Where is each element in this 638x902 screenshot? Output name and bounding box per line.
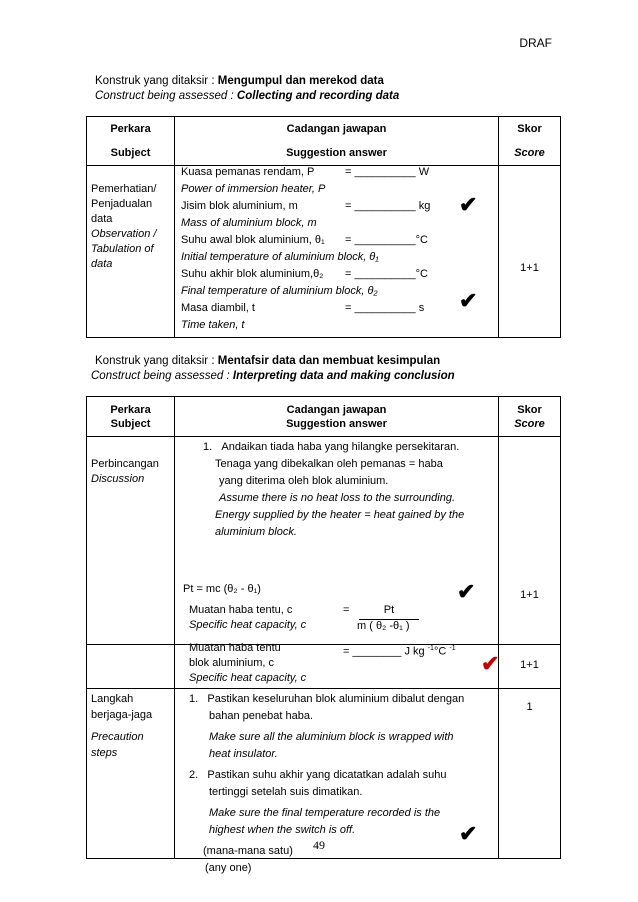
header-ms: Cadangan jawapan: [286, 123, 387, 135]
header-subject: [87, 397, 175, 437]
construct-prefix: Construct being assessed :: [95, 90, 237, 102]
answer-cell: [175, 166, 499, 338]
score-cell: 1+1: [499, 437, 561, 645]
answer-line: [181, 164, 498, 181]
header-subject: [87, 117, 175, 166]
answer-eq: = __________°C: [345, 268, 428, 280]
exponent: -1: [449, 645, 456, 652]
answer-en: Final temperature of aluminium block, θ₂: [181, 285, 378, 297]
header-ms: Skor: [517, 123, 542, 135]
answer-ms: Kuasa pemanas rendam, P: [181, 166, 315, 178]
shc-label: Muatan haba tentu, c: [189, 604, 293, 616]
construct-prefix: Konstruk yang ditaksir :: [95, 355, 218, 367]
list-item: [189, 691, 464, 708]
answer-eq: = __________°C: [345, 234, 428, 246]
item-text: tertinggi setelah suis dimatikan.: [209, 786, 363, 798]
answer-eq: = __________ kg: [345, 200, 431, 212]
construct-ms-line: [95, 354, 455, 369]
check-mark-icon: ✔: [457, 579, 476, 604]
answer-ms: Jisim blok aluminium, m: [181, 200, 298, 212]
check-mark-icon: ✔: [459, 821, 478, 846]
subject-line: berjaga-jaga: [91, 709, 153, 721]
construct-title: Collecting and recording data: [236, 90, 400, 102]
answer-eq: = __________ W: [345, 166, 430, 178]
subject-line: data: [91, 258, 113, 270]
score-cell: 1+1: [499, 166, 561, 338]
header-en: Suggestion answer: [286, 147, 387, 159]
answer-cell: [175, 642, 500, 689]
header-ms: Skor: [517, 404, 542, 416]
assumption-block: [203, 439, 464, 541]
subject-line: Discussion: [91, 473, 145, 485]
construct-en-line: [91, 369, 455, 384]
item-text: bahan penebat haba.: [209, 710, 313, 722]
answer-ms: Masa diambil, t: [181, 302, 255, 314]
answer-cell: [175, 437, 499, 645]
header-ms: Perkara: [110, 123, 151, 135]
table-row: [87, 689, 561, 859]
shc-answer: [343, 641, 456, 660]
answer-line: [181, 266, 498, 283]
check-mark-icon: ✔: [459, 192, 478, 217]
list-item: [203, 439, 464, 456]
construct-title: Interpreting data and making conclusion: [232, 370, 455, 382]
item-number: 1.: [189, 693, 199, 705]
table-row: [87, 645, 561, 689]
item-text: Make sure all the aluminium block is wrapped with: [209, 731, 454, 743]
table-interpreting-data: [86, 396, 561, 874]
item-text: yang diterima oleh blok aluminium.: [219, 475, 389, 487]
list-item: [189, 767, 464, 784]
header-score: [499, 117, 561, 166]
subject-cell: [87, 166, 175, 338]
score-cell: 1+1: [499, 645, 561, 689]
header-answer: [175, 117, 499, 166]
table-header-row: [87, 397, 561, 437]
answer-en: Time taken, t: [181, 319, 245, 331]
item-text: Tenaga yang dibekalkan oleh pemanas = haba: [215, 458, 443, 470]
item-text: Pastikan suhu akhir yang dicatatkan adalah suhu: [207, 769, 447, 781]
answer-ms: Suhu awal blok aluminium, θ₁: [181, 234, 325, 246]
answer-en: Power of immersion heater, P: [181, 183, 326, 195]
construct-prefix: Konstruk yang ditaksir :: [95, 75, 218, 87]
item-number: 2.: [189, 769, 199, 781]
subject-line: Langkah: [91, 693, 134, 705]
page-number: 49: [313, 838, 325, 852]
header-ms: Perkara: [110, 404, 151, 416]
subject-line: Tabulation of: [91, 243, 154, 255]
table-header-row: [87, 117, 561, 166]
note-text: (any one): [205, 862, 252, 874]
table-row: [87, 166, 561, 338]
unit: °C: [433, 645, 447, 658]
item-text: Assume there is no heat loss to the surrounding.: [219, 492, 456, 504]
subject-line: Observation /: [91, 228, 157, 240]
construct-en-line: [95, 89, 399, 104]
construct-heading-1: [95, 74, 399, 104]
item-text: highest when the switch is off.: [209, 824, 356, 836]
item-text: Pastikan keseluruhan blok aluminium dibalut dengan: [207, 693, 465, 705]
answer-list: [181, 164, 498, 334]
item-text: Make sure the final temperature recorded is the: [209, 807, 441, 819]
score-cell: 1: [499, 689, 561, 859]
table-collecting-data: [86, 116, 561, 338]
shc-label-en: Specific heat capacity, c: [189, 672, 307, 684]
subject-line: Pemerhatian/: [91, 183, 157, 195]
answer-line: [181, 300, 498, 317]
answer-line: [181, 198, 498, 215]
shc-label-en: Specific heat capacity, c: [189, 619, 307, 631]
fraction-denominator: m ( θ₂ -θ₁ ): [357, 620, 410, 632]
shc-label: Muatan haba tentu: [189, 642, 281, 654]
header-en: Score: [514, 147, 545, 159]
answer-en: Mass of aluminium block, m: [181, 217, 317, 229]
header-score: [499, 397, 561, 437]
item-number: 1.: [203, 441, 213, 453]
subject-cell: [87, 689, 175, 859]
exponent: -1: [427, 645, 434, 652]
construct-title: Mengumpul dan merekod data: [217, 75, 384, 87]
check-mark-icon: ✔: [481, 651, 500, 676]
subject-line: Perbincangan: [91, 458, 159, 470]
formula: Pt = mc (θ₂ - θ₁): [183, 583, 261, 595]
shc-label: blok aluminium, c: [189, 657, 274, 669]
item-text: aluminium block.: [215, 526, 297, 538]
item-text: heat insulator.: [209, 748, 278, 760]
subject-line: data: [91, 213, 113, 225]
header-answer: [175, 397, 499, 437]
answer-cell: [175, 689, 499, 874]
equals-sign: =: [343, 604, 350, 616]
table-row: [87, 437, 561, 645]
item-text: Energy supplied by the heater = heat gained by the: [215, 509, 465, 521]
note-text: (mana-mana satu): [203, 845, 293, 857]
construct-heading-2: [91, 354, 455, 384]
subject-line: steps: [91, 747, 118, 759]
header-en: Subject: [110, 418, 151, 430]
header-en: Suggestion answer: [286, 418, 387, 430]
check-mark-icon: ✔: [459, 288, 478, 313]
subject-cell: [87, 437, 175, 645]
subject-line: Precaution: [91, 731, 144, 743]
draft-label: DRAF: [519, 36, 552, 50]
construct-title: Mentafsir data dan membuat kesimpulan: [217, 355, 441, 367]
header-en: Score: [514, 418, 545, 430]
answer-line: [181, 232, 498, 249]
shc-value: = ________ J kg: [343, 645, 425, 658]
answer-ms: Suhu akhir blok aluminium,θ₂: [181, 268, 324, 280]
item-text: Andaikan tiada haba yang hilangke persekitaran.: [221, 441, 460, 453]
answer-en: Initial temperature of aluminium block, θ₁: [181, 251, 379, 263]
answer-eq: = __________ s: [345, 302, 425, 314]
subject-line: Penjadualan: [91, 198, 153, 210]
header-ms: Cadangan jawapan: [286, 404, 387, 416]
construct-ms-line: [95, 74, 399, 89]
header-en: Subject: [110, 147, 151, 159]
construct-prefix: Construct being assessed :: [91, 370, 233, 382]
subject-cell-continued: [87, 645, 175, 689]
fraction-numerator: Pt: [359, 602, 419, 620]
